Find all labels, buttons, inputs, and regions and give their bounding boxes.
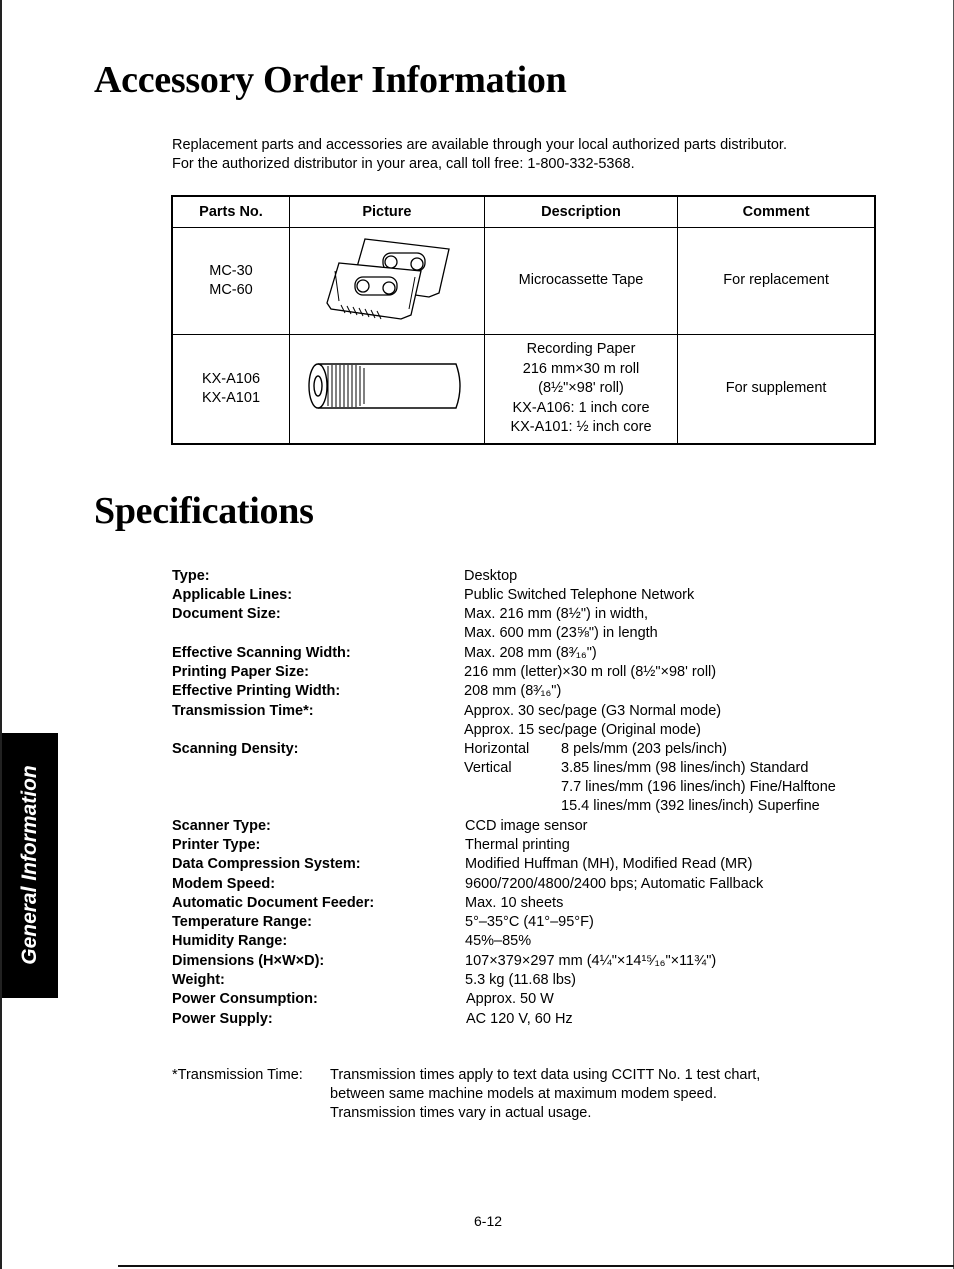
spec-label: Scanner Type: (172, 818, 271, 834)
spec-label: Weight: (172, 972, 225, 988)
description-cell (484, 228, 677, 335)
spec-value: Public Switched Telephone Network (464, 587, 695, 603)
spec-value: 5°–35°C (41°–95°F) (465, 914, 594, 930)
part-number: MC-60 (209, 282, 253, 298)
spec-value: 216 mm (letter)×30 m roll (8½"×98' roll) (464, 664, 717, 680)
description-line: (8½"×98' roll) (538, 380, 624, 397)
spec-label: Applicable Lines: (172, 587, 293, 603)
header-picture: Picture (290, 196, 485, 228)
section-side-tab (2, 733, 58, 998)
paper-roll-icon (304, 360, 470, 412)
spec-value: AC 120 V, 60 Hz (466, 1011, 573, 1027)
side-tab-label: General Information (18, 765, 41, 965)
table-row (172, 228, 875, 335)
parts-no-cell (172, 228, 290, 335)
density-vertical-value: 3.85 lines/mm (98 lines/inch) Standard (561, 760, 809, 776)
part-number: MC-30 (209, 262, 253, 279)
density-vertical-label: Vertical (464, 760, 512, 776)
spec-label: Document Size: (172, 606, 281, 622)
picture-cell (290, 335, 485, 445)
comment-cell: For replacement (678, 228, 875, 335)
spec-value: Desktop (464, 568, 518, 584)
spec-value: Approx. 15 sec/page (Original mode) (464, 722, 701, 738)
spec-label: Scanning Density: (172, 741, 299, 757)
table-header-row (172, 196, 875, 228)
spec-label: Transmission Time*: (172, 703, 314, 719)
spec-label: Power Supply: (172, 1011, 273, 1027)
part-number: KX-A106 (201, 370, 261, 387)
spec-value: Thermal printing (465, 837, 570, 853)
spec-value: Approx. 30 sec/page (G3 Normal mode) (464, 703, 722, 719)
spec-value: 45%–85% (465, 933, 532, 949)
spec-label: Power Consumption: (172, 991, 318, 1007)
intro-line: For the authorized distributor in your area, call toll free: 1-800-332-5368. (172, 156, 635, 172)
spec-value: Max. 10 sheets (465, 895, 564, 911)
part-number: KX-A101 (201, 390, 261, 406)
accessory-table (171, 195, 876, 445)
spec-label: Humidity Range: (172, 933, 288, 949)
comment-cell: For supplement (678, 335, 875, 445)
header-comment: Comment (678, 196, 875, 228)
description-line: Microcassette Tape (518, 272, 644, 289)
spec-value: Max. 208 mm (8³⁄₁₆") (464, 645, 597, 661)
spec-label: Data Compression System: (172, 856, 361, 872)
scan-edge-left (0, 0, 2, 1269)
microcassette-tapes-icon (317, 231, 457, 325)
page-number: 6-12 (474, 1213, 503, 1229)
spec-value: Max. 216 mm (8½") in width, (464, 606, 649, 622)
spec-value: Modified Huffman (MH), Modified Read (MR) (465, 856, 753, 872)
spec-value: 9600/7200/4800/2400 bps; Automatic Fallback (465, 876, 764, 892)
specifications-title: Specifications (94, 490, 314, 532)
spec-value: 208 mm (8³⁄₁₆") (464, 683, 562, 699)
spec-label: Type: (172, 568, 210, 584)
spec-label: Effective Printing Width: (172, 683, 341, 699)
footnote-label: *Transmission Time: (172, 1067, 303, 1083)
description-line: Recording Paper (526, 341, 636, 358)
spec-value: Approx. 50 W (466, 991, 554, 1007)
density-horizontal-label: Horizontal (464, 741, 530, 757)
description-line: KX-A101: ½ inch core (510, 419, 652, 436)
intro-line: Replacement parts and accessories are available through your local authorized parts distributor. (172, 137, 787, 153)
density-vertical-value: 7.7 lines/mm (196 lines/inch) Fine/Halftone (561, 779, 836, 795)
footnote-line: between same machine models at maximum modem speed. (330, 1086, 717, 1102)
description-line: 216 mm×30 m roll (522, 360, 640, 377)
spec-label: Automatic Document Feeder: (172, 895, 375, 911)
spec-label: Modem Speed: (172, 876, 276, 892)
footnote-line: Transmission times apply to text data using CCITT No. 1 test chart, (330, 1067, 761, 1083)
spec-label: Effective Scanning Width: (172, 645, 351, 661)
parts-no-cell (172, 335, 290, 445)
spec-value: 107×379×297 mm (4¼"×14¹⁵⁄₁₆"×11¾") (465, 953, 717, 969)
spec-label: Dimensions (H×W×D): (172, 953, 325, 969)
accessory-title: Accessory Order Information (94, 59, 567, 101)
picture-cell (290, 228, 485, 335)
density-horizontal-value: 8 pels/mm (203 pels/inch) (561, 741, 728, 757)
spec-value: Max. 600 mm (23⅝") in length (464, 625, 658, 641)
table-row (172, 335, 875, 445)
spec-label: Printing Paper Size: (172, 664, 309, 680)
header-parts-no: Parts No. (172, 196, 290, 228)
spec-label: Printer Type: (172, 837, 261, 853)
description-line: KX-A106: 1 inch core (512, 399, 650, 416)
bottom-rule (118, 1265, 954, 1267)
accessory-intro (172, 136, 787, 174)
density-vertical-value: 15.4 lines/mm (392 lines/inch) Superfine (561, 798, 820, 814)
spec-value: CCD image sensor (465, 818, 588, 834)
header-description: Description (484, 196, 677, 228)
spec-value: 5.3 kg (11.68 lbs) (465, 972, 576, 988)
description-cell (484, 335, 677, 445)
spec-label: Temperature Range: (172, 914, 312, 930)
footnote-line: Transmission times vary in actual usage. (330, 1105, 592, 1121)
